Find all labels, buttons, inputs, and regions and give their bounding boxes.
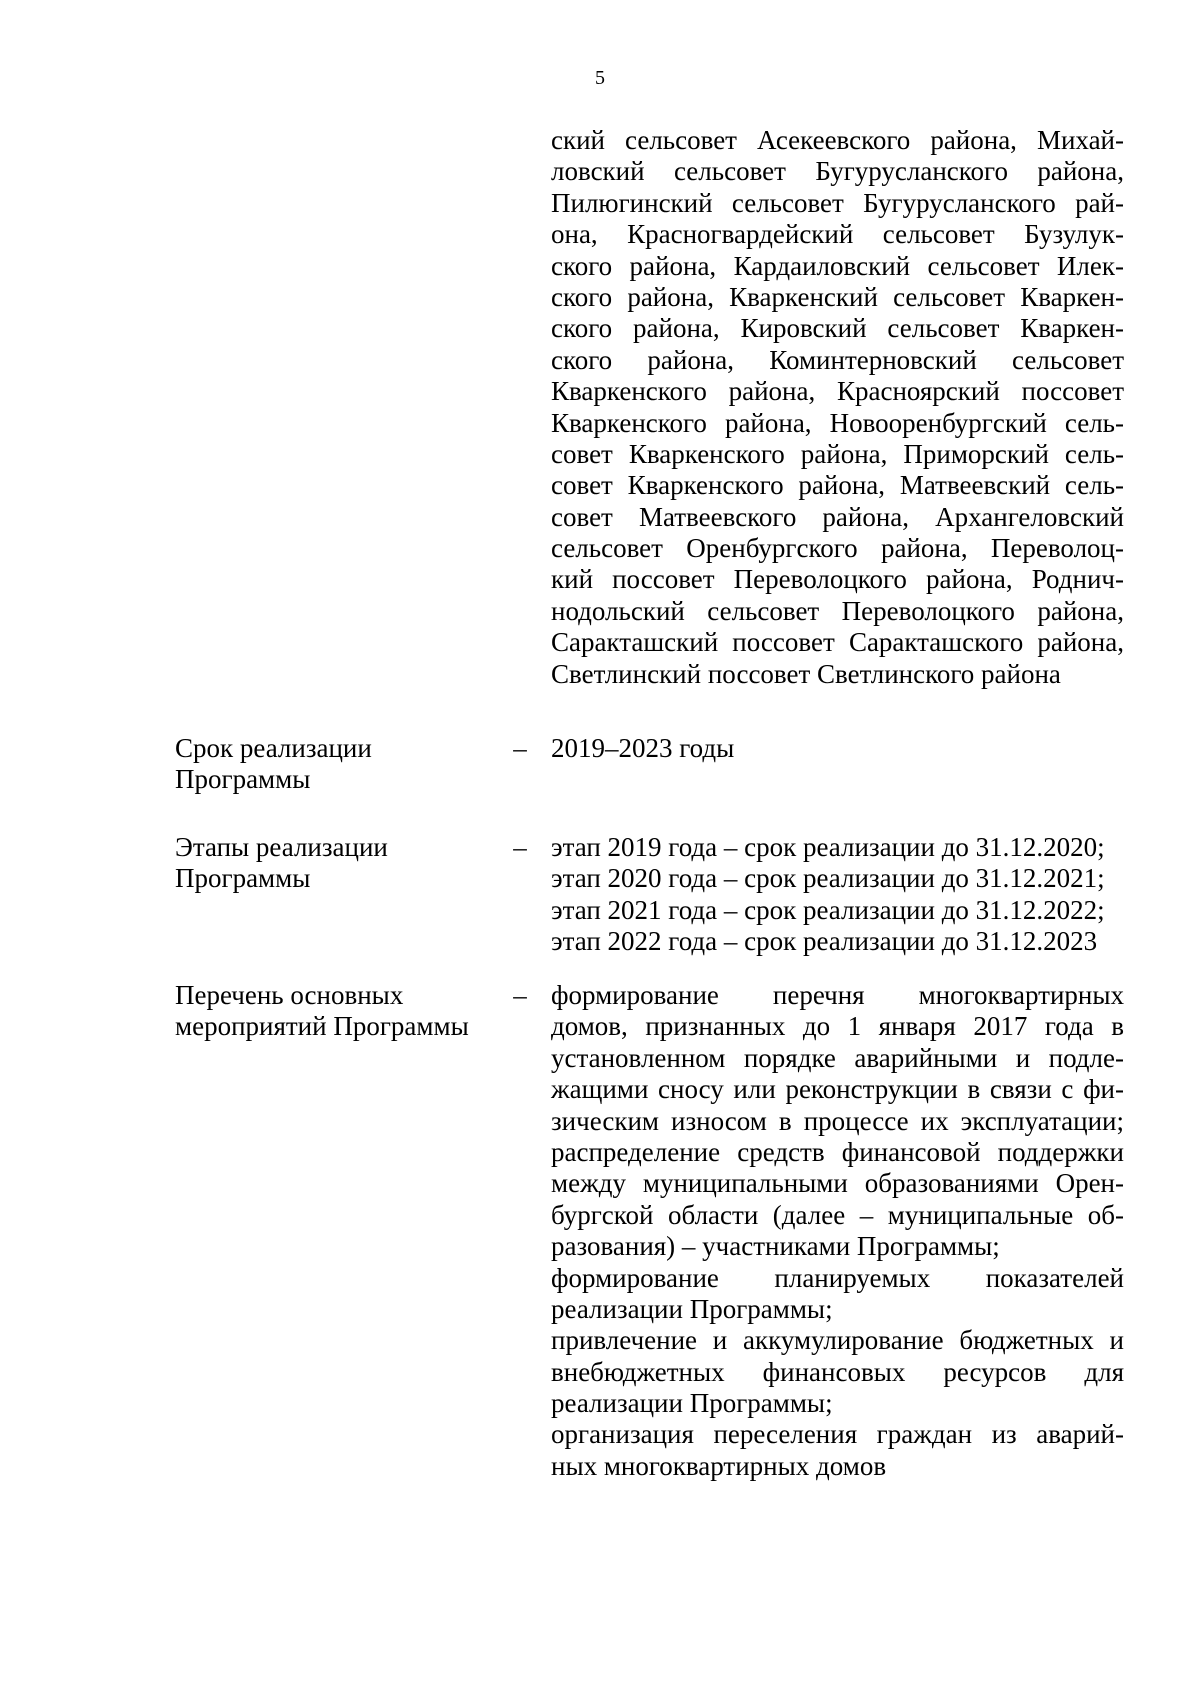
text-line: нодольский сельсовет Переволоцкого района, — [551, 595, 1124, 626]
value-line: организация переселения граждан из аварий- — [551, 1419, 1124, 1450]
text-line: Кваркенского района, Красноярский поссовет — [551, 376, 1124, 407]
label-line: Перечень основных — [175, 980, 404, 1010]
value-line: жащими сносу или реконструкции в связи с фи- — [551, 1074, 1124, 1105]
value-line: привлечение и аккумулирование бюджетных и — [551, 1325, 1124, 1356]
value-line: распределение средств финансовой поддержки — [551, 1136, 1124, 1167]
text-line: ского района, Коминтерновский сельсовет — [551, 344, 1124, 375]
row-dash: – — [513, 733, 527, 763]
label-line: Этапы реализации — [175, 832, 388, 862]
value-line: внебюджетных финансовых ресурсов для — [551, 1356, 1124, 1387]
continuation-text — [551, 125, 1124, 690]
value-line: установленном порядке аварийными и подле- — [551, 1042, 1124, 1073]
label-line: Программы — [175, 764, 311, 795]
text-line: сельсовет Оренбургского района, Переволоц- — [551, 533, 1124, 564]
label-line: Срок реализации — [175, 733, 372, 763]
value-line: этап 2021 года – срок реализации до 31.12.2022; — [551, 894, 1105, 925]
text-line: ского района, Кировский сельсовет Кваркен- — [551, 313, 1124, 344]
row-label-stages — [175, 832, 505, 895]
label-line: Программы — [175, 863, 311, 894]
value-line: домов, признанных до 1 января 2017 года в — [551, 1011, 1124, 1042]
row-value-activities — [551, 980, 1124, 1482]
value-line: реализации Программы; — [551, 1388, 833, 1419]
value-line: зическим износом в процессе их эксплуатации; — [551, 1105, 1124, 1136]
row-value-stages — [551, 832, 1124, 958]
value-line: 2019–2023 годы — [551, 733, 735, 763]
value-line: между муниципальными образованиями Орен- — [551, 1168, 1124, 1199]
value-line: реализации Программы; — [551, 1293, 833, 1324]
text-line: Светлинский поссовет Светлинского района — [551, 658, 1061, 689]
value-line: этап 2020 года – срок реализации до 31.12.2021; — [551, 863, 1105, 894]
value-line: формирование планируемых показателей — [551, 1262, 1124, 1293]
text-line: совет Матвеевского района, Архангеловский — [551, 501, 1124, 532]
text-line: ский сельсовет Асекеевского района, Михай- — [551, 125, 1124, 155]
value-line: бургской области (далее – муниципальные об- — [551, 1199, 1124, 1230]
value-line: формирование перечня многоквартирных — [551, 980, 1124, 1010]
text-line: ского района, Кардаиловский сельсовет Илек- — [551, 250, 1124, 281]
text-line: Кваркенского района, Новооренбургский сель- — [551, 407, 1124, 438]
value-line: этап 2022 года – срок реализации до 31.12.2023 — [551, 926, 1098, 957]
row-label-term — [175, 733, 505, 796]
label-line: мероприятий Программы — [175, 1011, 469, 1042]
text-line: ского района, Кваркенский сельсовет Кваркен- — [551, 281, 1124, 312]
row-value-term — [551, 733, 1124, 764]
text-line: Саракташский поссовет Саракташского района, — [551, 627, 1124, 658]
row-dash: – — [513, 832, 527, 862]
row-dash: – — [513, 980, 527, 1010]
text-line: совет Кваркенского района, Приморский сель- — [551, 438, 1124, 469]
page-number: 5 — [595, 67, 605, 89]
row-label-activities — [175, 980, 505, 1043]
text-line: совет Кваркенского района, Матвеевский сель- — [551, 470, 1124, 501]
text-line: ловский сельсовет Бугурусланского района, — [551, 156, 1124, 187]
value-line: этап 2019 года – срок реализации до 31.12.2020; — [551, 832, 1105, 862]
value-line: ных многоквартирных домов — [551, 1450, 887, 1481]
value-line: разования) – участниками Программы; — [551, 1231, 1000, 1262]
text-line: она, Красногвардейский сельсовет Бузулук- — [551, 219, 1124, 250]
text-line: кий поссовет Переволоцкого района, Роднич- — [551, 564, 1124, 595]
text-line: Пилюгинский сельсовет Бугурусланского рай- — [551, 187, 1124, 218]
